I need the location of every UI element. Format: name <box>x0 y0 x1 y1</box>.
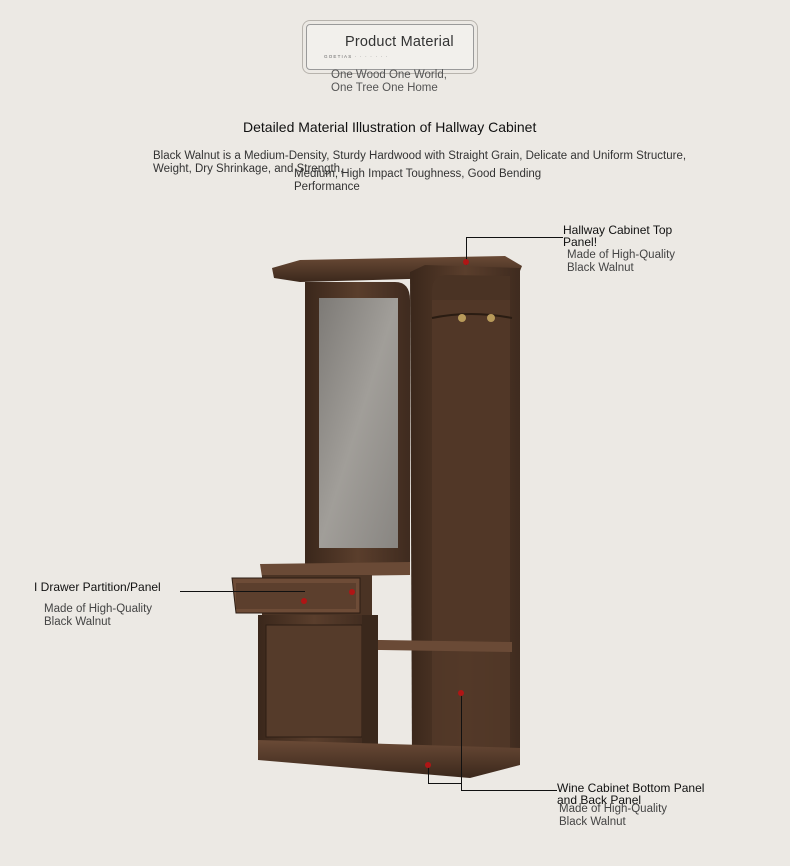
drawer-leader-h <box>180 591 305 592</box>
back-panel-marker <box>458 690 464 696</box>
drawer-marker <box>301 598 307 604</box>
drawer-callout-line-1: Made of High-Quality <box>44 603 153 615</box>
drawer-callout-line-2: Black Walnut <box>44 616 111 628</box>
bottom-leader-v2 <box>461 693 462 791</box>
bottom-panel-callout-title: Wine Cabinet Bottom Panel and Back Panel <box>557 781 705 807</box>
slogan-line-1: One Wood One World, <box>331 69 447 81</box>
top-panel-marker <box>463 259 469 265</box>
drawer-unit-top <box>260 562 410 577</box>
section-title: Detailed Material Illustration of Hallway Cabinet <box>243 119 537 135</box>
bottom-panel-callout-line-1: Made of High-Quality <box>559 803 668 815</box>
bottom-panel-marker <box>425 762 431 768</box>
drawer-callout-title: I Drawer Partition/Panel <box>34 580 161 594</box>
bottom-leader-v1 <box>428 767 429 784</box>
section-description-1: Black Walnut is a Medium-Density, Sturdy Hardwood with Straight Grain, Delicate and Uniform Structure, Weight, Dry Shrinkage, and Strength, <box>153 150 687 175</box>
drawer-unit-marker <box>349 589 355 595</box>
tall-panel-back <box>432 300 510 750</box>
mirror <box>319 298 398 548</box>
middle-shelf <box>378 640 512 652</box>
top-panel-leader-h <box>466 237 563 238</box>
top-panel-callout-title: Hallway Cabinet Top Panel! <box>563 223 673 249</box>
bottom-panel-callout-body <box>559 803 667 829</box>
section-description-2: Medium, High Impact Toughness, Good Bending Performance <box>294 168 542 193</box>
header-subtitle: GOETIAS · · · · · · · <box>324 54 389 59</box>
top-panel-callout-line-2: Black Walnut <box>567 262 634 274</box>
slogan-line-2: One Tree One Home <box>331 81 438 94</box>
bottom-leader-h2 <box>461 790 557 791</box>
header-title: Product Material <box>345 34 454 50</box>
bottom-panel-callout-line-2: Black Walnut <box>559 816 626 828</box>
top-panel-callout-line-1: Made of High-Quality <box>567 249 676 261</box>
drawer-callout-body <box>44 603 152 629</box>
top-panel-callout-body <box>567 249 675 275</box>
bottom-leader-h1 <box>428 783 462 784</box>
